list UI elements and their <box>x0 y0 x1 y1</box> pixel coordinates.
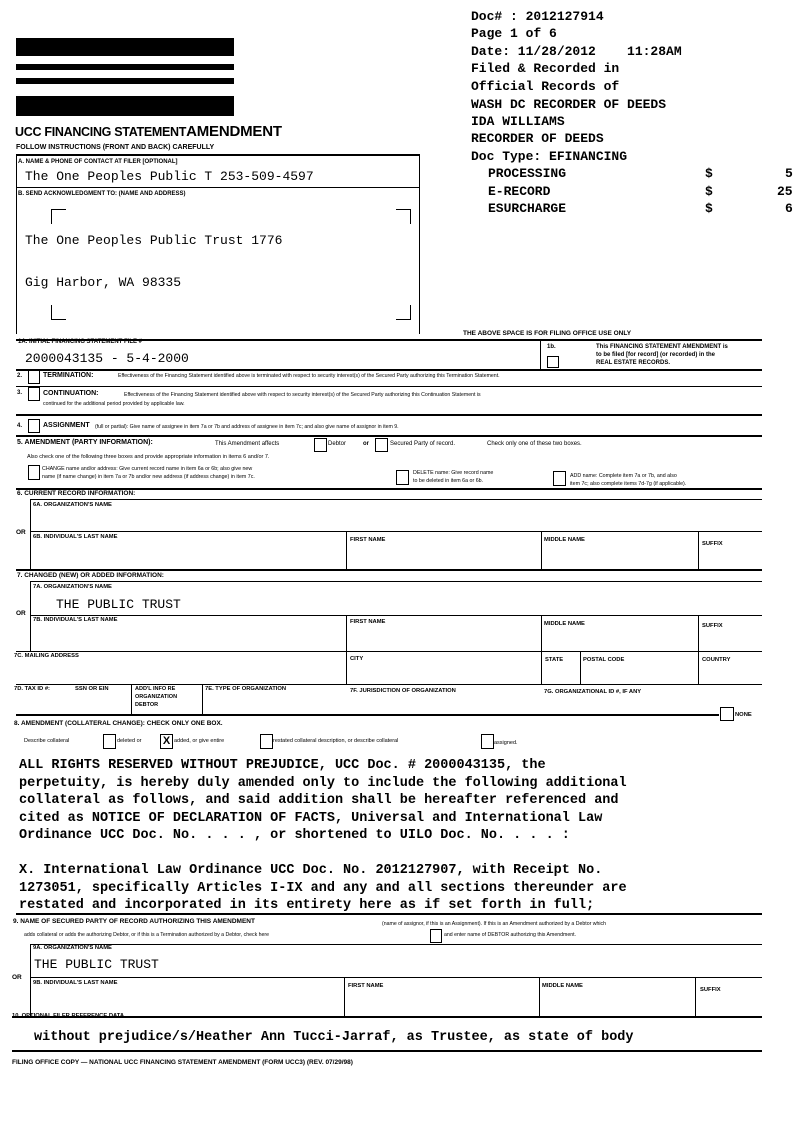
form-title <box>15 123 282 141</box>
field-9a-label: 9A. ORGANIZATION'S NAME <box>33 945 112 951</box>
termination-checkbox[interactable] <box>28 370 40 384</box>
fee-label: PROCESSING <box>488 166 567 181</box>
filed-line: Filed & Recorded in <box>471 61 620 76</box>
initial-file-number-field[interactable]: 2000043135 - 5-4-2000 <box>25 351 189 366</box>
added-label: added, or give entire <box>174 738 225 744</box>
change-name-checkbox[interactable] <box>28 465 40 480</box>
or-label: OR <box>16 610 26 617</box>
field-6b-label: 6B. INDIVIDUAL'S LAST NAME <box>33 534 118 540</box>
collateral-line: cited as NOTICE OF DECLARATION OF FACTS, Universal and International Law <box>19 810 603 826</box>
instructions: FOLLOW INSTRUCTIONS (FRONT AND BACK) CAREFULLY <box>16 144 215 151</box>
footer-caption: FILING OFFICE COPY — NATIONAL UCC FINANCING STATEMENT AMENDMENT (FORM UCC3) (REV. 07/29/98) <box>12 1059 353 1066</box>
fee-currency: $ <box>705 184 713 199</box>
restated-label: restated collateral description, or describe collateral <box>273 738 399 744</box>
form-title-suffix: AMENDMENT <box>186 123 282 140</box>
delete-name-text: DELETE name: Give record name <box>413 470 494 476</box>
item-5-debtor: Debtor <box>328 441 347 447</box>
item-10-label: 10. OPTIONAL FILER REFERENCE DATA <box>12 1013 125 1019</box>
addl-info-label: ORGANIZATION <box>135 694 178 700</box>
item-6-label: 6. CURRENT RECORD INFORMATION: <box>17 490 136 497</box>
describe-collateral-label: Describe collateral <box>24 738 70 744</box>
field-7c-label: 7C. MAILING ADDRESS <box>14 653 79 659</box>
none-label: NONE <box>735 712 752 718</box>
first-name-label: FIRST NAME <box>348 983 384 989</box>
collateral-line: Ordinance UCC Doc. No. . . . , or shortened to UILO Doc. No. . . . : <box>19 828 570 843</box>
middle-name-label: MIDDLE NAME <box>544 537 585 543</box>
doc-type: Doc Type: EFINANCING <box>471 149 628 164</box>
suffix-label: SUFFIX <box>702 541 723 547</box>
fee-amount: 5 <box>785 166 793 181</box>
collateral-line: ALL RIGHTS RESERVED WITHOUT PREJUDICE, UCC Doc. # 2000043135, the <box>19 758 546 773</box>
addl-info-label: DEBTOR <box>135 702 159 708</box>
item-3-number: 3. <box>17 390 23 396</box>
collateral-line: restated and incorporated in its entirety here as if set forth in full; <box>19 898 595 913</box>
address-bracket <box>396 209 411 224</box>
or-label: OR <box>16 529 26 536</box>
deleted-checkbox[interactable] <box>103 734 116 749</box>
add-name-checkbox[interactable] <box>553 471 566 486</box>
collateral-description <box>19 757 627 845</box>
addl-info-label: ADD'L INFO RE <box>135 686 176 692</box>
contact-at-filer-field[interactable]: The One Peoples Public T 253-509-4597 <box>25 169 314 184</box>
address-bracket <box>396 305 411 320</box>
add-name-text: item 7c; also complete items 7d-7g (if applicable). <box>570 481 687 487</box>
recorder-name: IDA WILLIAMS <box>471 114 565 129</box>
field-1b-number: 1b. <box>547 344 556 350</box>
collateral-item-x <box>19 862 627 915</box>
none-checkbox[interactable] <box>720 707 734 721</box>
collateral-line: collateral as follows, and said addition shall be hereafter referenced and <box>19 793 619 808</box>
redaction-bar <box>16 38 234 56</box>
filing-office-space-label: THE ABOVE SPACE IS FOR FILING OFFICE USE ONLY <box>463 330 632 337</box>
debtor-checkbox[interactable] <box>314 438 327 452</box>
item-9-note: and enter name of DEBTOR authorizing this Amendment. <box>444 932 576 938</box>
redaction-bar <box>16 96 234 116</box>
debtor-authorizing-checkbox[interactable] <box>430 929 442 943</box>
field-9b-label: 9B. INDIVIDUAL'S LAST NAME <box>33 980 118 986</box>
fee-label: ESURCHARGE <box>488 201 567 216</box>
item-5-also: Also check one of the following three boxes and provide appropriate information in items 6 and/or 7. <box>27 454 270 460</box>
field-a-label: A. NAME & PHONE OF CONTACT AT FILER [OPTIONAL] <box>18 159 178 165</box>
item-9-note: adds collateral or adds the authorizing Debtor, or if this is a Termination authorized by a Debtor, check here <box>24 932 270 938</box>
added-checkbox[interactable] <box>160 734 173 749</box>
doc-number: Doc# : 2012127914 <box>471 9 604 24</box>
fee-currency: $ <box>705 201 713 216</box>
item-5-label: 5. AMENDMENT (PARTY INFORMATION): <box>17 439 153 446</box>
ack-address-line-2[interactable]: Gig Harbor, WA 98335 <box>25 275 182 290</box>
field-1b-text: This FINANCING STATEMENT AMENDMENT is <box>596 344 728 350</box>
suffix-label: SUFFIX <box>700 987 721 993</box>
continuation-checkbox[interactable] <box>28 387 40 401</box>
or-label: OR <box>12 974 22 981</box>
field-7g-label: 7G. ORGANIZATIONAL ID #, IF ANY <box>544 689 642 695</box>
first-name-label: FIRST NAME <box>350 537 386 543</box>
field-b-label: B. SEND ACKNOWLEDGMENT TO: (NAME AND ADDRESS) <box>18 191 186 197</box>
restated-checkbox[interactable] <box>260 734 273 749</box>
record-date: Date: 11/28/2012 11:28AM <box>471 44 682 59</box>
fee-label: E-RECORD <box>488 184 551 199</box>
assignment-label: ASSIGNMENT <box>43 422 90 429</box>
real-estate-records-checkbox[interactable] <box>547 356 559 368</box>
add-name-text: ADD name: Complete item 7a or 7b, and also <box>570 473 677 479</box>
organization-name-field[interactable]: THE PUBLIC TRUST <box>56 597 181 612</box>
address-bracket <box>51 305 66 320</box>
item-5-check-one: Check only one of these two boxes. <box>487 441 582 447</box>
field-6a-label: 6A. ORGANIZATION'S NAME <box>33 502 112 508</box>
field-7f-label: 7F. JURISDICTION OF ORGANIZATION <box>350 688 456 694</box>
termination-text: Effectiveness of the Financing Statement identified above is terminated with respect to security interest(s) of the Secured Party authorizing this Termination Statement. <box>118 373 500 379</box>
page-count: Page 1 of 6 <box>471 26 557 41</box>
continuation-label: CONTINUATION: <box>43 390 99 397</box>
item-4-number: 4. <box>17 423 23 429</box>
assigned-label: assigned. <box>494 740 518 746</box>
collateral-line: X. International Law Ordinance UCC Doc. No. 2012127907, with Receipt No. <box>19 863 603 878</box>
state-label: STATE <box>545 657 564 663</box>
suffix-label: SUFFIX <box>702 623 723 629</box>
delete-name-text: to be deleted in item 6a or 6b. <box>413 478 484 484</box>
field-7d-ssn: SSN OR EIN <box>75 686 109 692</box>
collateral-line: 1273051, specifically Articles I-IX and any and all sections thereunder are <box>19 880 627 896</box>
recorder-office: WASH DC RECORDER OF DEEDS <box>471 97 667 112</box>
assigned-checkbox[interactable] <box>481 734 494 749</box>
assignment-text: (full or partial): Give name of assignee in item 7a or 7b and address of assignee in item 7c; and also give name of assignor in item 9. <box>95 424 399 430</box>
redaction-bar <box>16 64 234 70</box>
secured-party-org-field[interactable]: THE PUBLIC TRUST <box>34 957 159 972</box>
field-1b-text: REAL ESTATE RECORDS. <box>596 360 671 366</box>
continuation-text: Effectiveness of the Financing Statement identified above with respect to security interest(s) of the Secured Party authorizing this Continuation Statement is <box>124 392 481 398</box>
change-name-text: CHANGE name and/or address: Give current record name in item 6a or 6b; also give new <box>42 466 253 472</box>
address-bracket <box>51 209 66 224</box>
check-mark-icon: X <box>162 735 171 747</box>
form-title-prefix: UCC FINANCING STATEMENT <box>15 125 187 139</box>
item-5-or: or <box>363 441 369 447</box>
fee-amount: 6 <box>785 201 793 216</box>
continuation-text: continued for the additional period provided by applicable law. <box>43 401 185 407</box>
item-7-label: 7. CHANGED (NEW) OR ADDED INFORMATION: <box>17 572 164 579</box>
secured-party-checkbox[interactable] <box>375 438 388 452</box>
fee-currency: $ <box>705 166 713 181</box>
field-1b-text: to be filed [for record] (or recorded) in the <box>596 352 716 358</box>
recorder-title: RECORDER OF DEEDS <box>471 131 604 146</box>
item-5-affects: This Amendment affects <box>215 441 280 447</box>
delete-name-checkbox[interactable] <box>396 470 409 485</box>
item-5-secured-party: Secured Party of record. <box>390 441 456 447</box>
assignment-checkbox[interactable] <box>28 419 40 433</box>
field-1a-label: 1A. INITIAL FINANCING STATEMENT FILE # <box>18 339 143 345</box>
first-name-label: FIRST NAME <box>350 619 386 625</box>
optional-reference-field[interactable]: without prejudice/s/Heather Ann Tucci-Jarraf, as Trustee, as state of body <box>34 1030 634 1045</box>
field-7b-label: 7B. INDIVIDUAL'S LAST NAME <box>33 617 118 623</box>
item-9-note: (name of assignor, if this is an Assignment). If this is an Amendment authorized by a Debtor which <box>382 921 607 927</box>
official-line: Official Records of <box>471 79 620 94</box>
field-7d-label: 7D. TAX ID #: <box>14 686 50 692</box>
fee-amount: 25 <box>777 184 793 199</box>
collateral-line: perpetuity, is hereby duly amended only to include the following additional <box>19 775 627 791</box>
country-label: COUNTRY <box>702 657 731 663</box>
redaction-bar <box>16 78 234 84</box>
middle-name-label: MIDDLE NAME <box>542 983 583 989</box>
item-8-label: 8. AMENDMENT (COLLATERAL CHANGE): CHECK ONLY ONE BOX. <box>14 720 223 727</box>
item-2-number: 2. <box>17 373 23 379</box>
city-label: CITY <box>350 656 364 662</box>
field-7e-label: 7E. TYPE OF ORGANIZATION <box>205 686 287 692</box>
deleted-label: deleted or <box>117 738 142 744</box>
ack-address-line-1[interactable]: The One Peoples Public Trust 1776 <box>25 233 283 248</box>
termination-label: TERMINATION: <box>43 372 94 379</box>
middle-name-label: MIDDLE NAME <box>544 621 585 627</box>
field-7a-label: 7A. ORGANIZATION'S NAME <box>33 584 112 590</box>
item-9-label: 9. NAME OF SECURED PARTY OF RECORD AUTHORIZING THIS AMENDMENT <box>13 918 255 925</box>
postal-code-label: POSTAL CODE <box>583 657 625 663</box>
change-name-text: name (if name change) in item 7a or 7b and/or new address (if address change) in item 7c. <box>42 474 255 480</box>
